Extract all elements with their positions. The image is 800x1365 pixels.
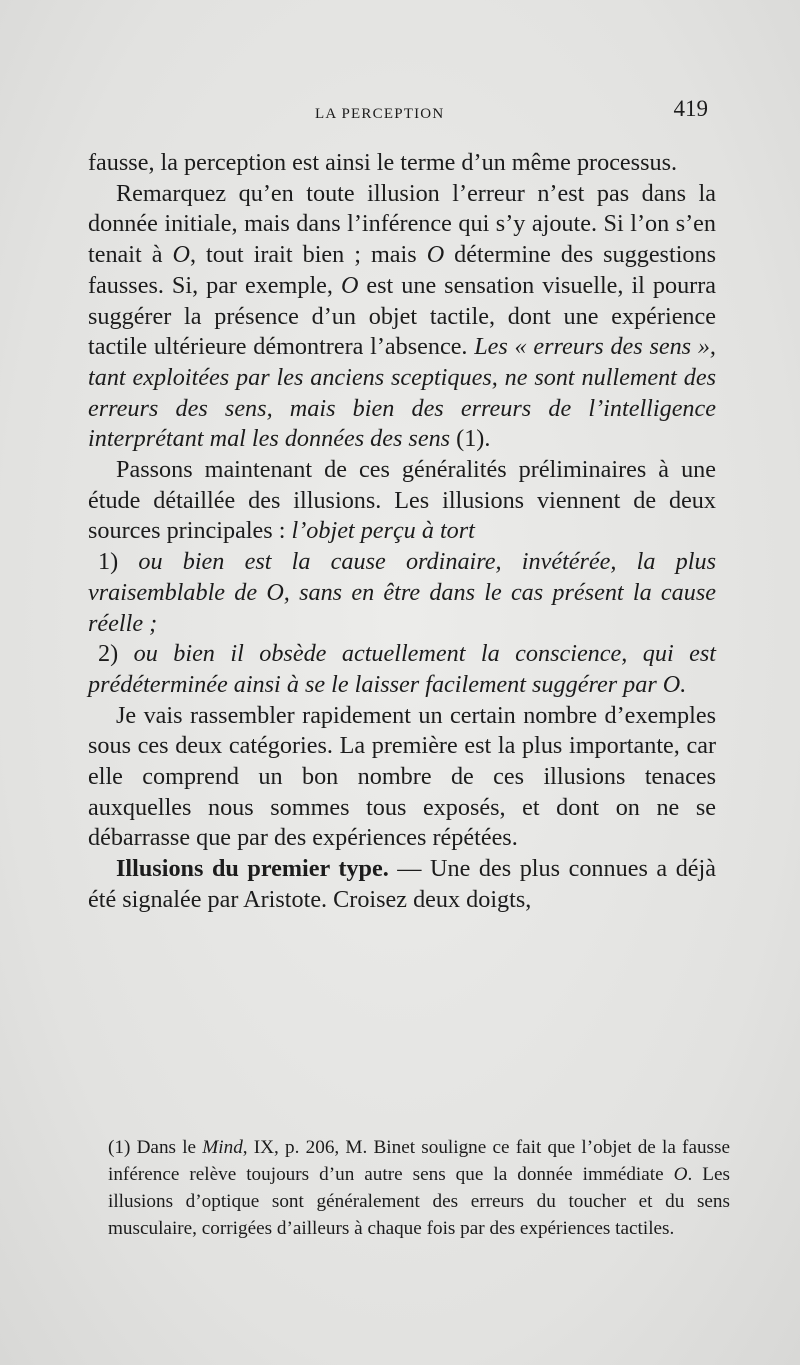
variable-o: O xyxy=(673,1164,688,1185)
journal-title: Mind xyxy=(202,1137,243,1158)
list-text: ou bien est la cause ordinaire, invétérée, la plus vraisemblable de O, sans en être dans le cas présent la cause réelle ; xyxy=(88,548,716,637)
list-number: 1) xyxy=(98,548,139,576)
paragraph-illusion-inference xyxy=(88,179,716,455)
text-run: détermine des suggestions fausses. Si, par exemple, xyxy=(88,241,717,299)
text-run: Passons maintenant de ces généralités préliminaires à une étude détaillée des illusions. Les illusions viennent de deux sources principales : xyxy=(88,456,716,545)
paragraph-examples: Je vais rassembler rapidement un certain nombre d’exemples sous ces deux catégories. La première est la plus importante, car elle comprend un bon nombre de ces illusions tenaces auxquelles nous sommes tous exposés, et dont on ne se débarrasse que par des expériences répétées. xyxy=(88,701,716,852)
paragraph-sources xyxy=(88,455,716,547)
variable-o: O xyxy=(340,271,359,299)
text-run: est une sensation visuelle, il pourra suggérer la présence d’un objet tactile, dont une expérience tactile ultérieure démontrera l’absence. xyxy=(88,271,717,361)
text-run: , IX, p. 206, M. Binet souligne ce fait que l’objet de la fausse inférence relève toujours d’un autre sens que la donnée immédiate xyxy=(108,1137,731,1185)
list-number: 2) xyxy=(98,640,134,668)
list-item-1 xyxy=(88,547,716,639)
text-run: — Une des plus connues a déjà été signalée par Aristote. Croisez deux doigts, xyxy=(88,855,716,913)
footnote xyxy=(108,1134,730,1242)
running-title: LA PERCEPTION xyxy=(315,106,445,122)
italic-emphasis: l’objet perçu à tort xyxy=(291,517,475,545)
footnote-text xyxy=(108,1134,730,1242)
list-text: ou bien il obsède actuellement la conscience, qui est prédéterminée ainsi à se le laisser facilement suggérer par O. xyxy=(88,640,716,698)
page-header xyxy=(90,96,710,126)
text-run: , tout irait bien ; mais xyxy=(189,241,427,269)
section-heading: Illusions du premier type. xyxy=(116,855,389,883)
list-item-2 xyxy=(88,639,716,700)
page-number: 419 xyxy=(673,96,708,121)
variable-o: O xyxy=(426,241,445,269)
text-run: (1) Dans le xyxy=(108,1137,203,1158)
body-text xyxy=(88,148,716,916)
paragraph-first-type xyxy=(88,854,716,915)
italic-emphasis: Les « erreurs des sens », tant exploitées par les anciens sceptiques, ne sont nullement des erreurs des sens, mais bien des erreurs de l’intelligence interprétant mal les données des sens xyxy=(88,333,716,453)
text-run: Remarquez qu’en toute illusion l’erreur n’est pas dans la donnée initiale, mais dans l’inférence qui s’y ajoute. Si l’on s’en tenait à xyxy=(88,179,716,269)
text-run: . Les illusions d’optique sont généralement des erreurs du toucher et du sens musculaire, corrigées d’ailleurs à chaque fois par des expériences tactiles. xyxy=(108,1164,730,1239)
variable-o: O xyxy=(172,241,190,269)
paragraph-continuation: fausse, la perception est ainsi le terme d’un même processus. xyxy=(88,149,678,176)
footnote-reference: (1). xyxy=(450,425,491,453)
